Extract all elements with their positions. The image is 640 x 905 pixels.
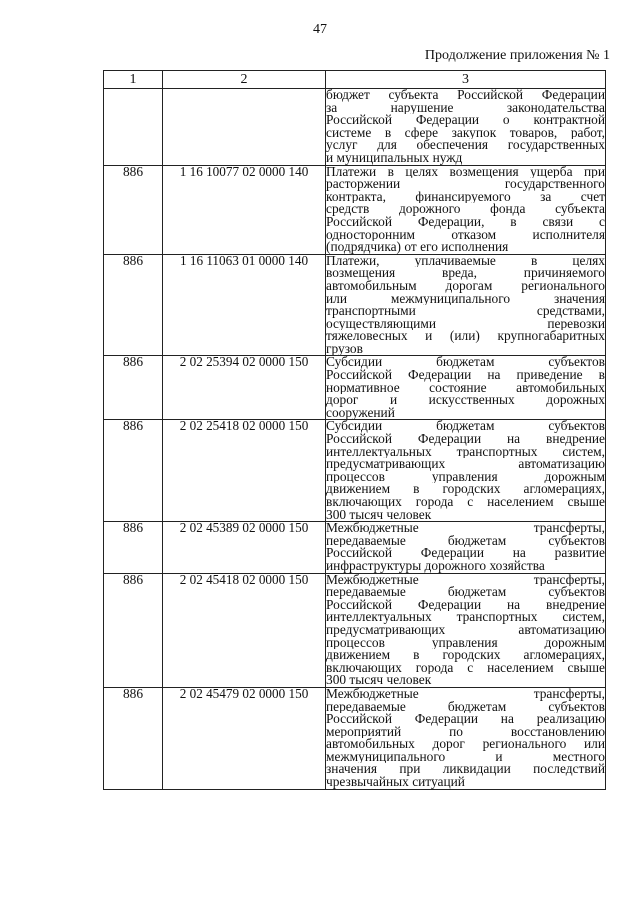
income-name-cell	[326, 356, 606, 420]
income-name-line: контракта, финансируемого за счет	[326, 190, 605, 204]
table-row	[104, 573, 606, 687]
income-name-line: включающих города с населением свыше	[326, 661, 605, 675]
income-name-line: движением в городских агломерациях,	[326, 649, 605, 662]
income-code-cell: 2 02 45389 02 0000 150	[163, 522, 326, 573]
income-code-cell: 2 02 45418 02 0000 150	[163, 573, 326, 687]
income-name-cell	[326, 687, 606, 789]
income-code-cell	[163, 89, 326, 166]
table-row	[104, 420, 606, 522]
income-name-line: процессов управления дорожным	[326, 470, 605, 484]
table-row	[104, 254, 606, 356]
income-name-line: движением в городских агломерациях,	[326, 483, 605, 496]
income-name-line: Российской Федерации на приведение в	[326, 369, 605, 382]
admin-code-cell: 886	[104, 356, 163, 420]
table-row	[104, 165, 606, 254]
income-name-line: Межбюджетные трансферты,	[326, 573, 605, 587]
income-name-line: нормативное состояние автомобильных	[326, 381, 605, 395]
admin-code-cell: 886	[104, 165, 163, 254]
income-name-line: 300 тысяч человек	[326, 674, 432, 687]
income-name-line: Российской Федерации на реализацию	[326, 713, 605, 726]
income-name-line: интеллектуальных транспортных систем,	[326, 445, 605, 459]
income-name-line: предусматривающих автоматизацию	[326, 623, 605, 637]
income-name-line: Субсидии бюджетам субъектов	[326, 420, 605, 434]
income-name-line: автомобильным дорогам регионального	[326, 279, 605, 293]
income-name-line: односторонним отказом исполнителя	[326, 228, 605, 242]
table-row	[104, 687, 606, 789]
admin-code-cell: 886	[104, 687, 163, 789]
income-name-line: Межбюджетные трансферты,	[326, 522, 605, 535]
income-name-line: системе в сфере закупок товаров, работ,	[326, 126, 605, 140]
income-name-line: чрезвычайных ситуаций	[326, 776, 465, 789]
income-name-line: Российской Федерации, в связи с	[326, 215, 605, 229]
income-name-line: сооружений	[326, 406, 395, 420]
income-code-cell: 2 02 45479 02 0000 150	[163, 687, 326, 789]
income-name-line: интеллектуальных транспортных систем,	[326, 611, 605, 624]
income-name-cell	[326, 89, 606, 166]
income-name-line: инфраструктуры дорожного хозяйства	[326, 559, 545, 573]
page-number: 47	[313, 22, 327, 37]
admin-code-cell: 886	[104, 420, 163, 522]
admin-code-cell	[104, 89, 163, 166]
income-name-line: Межбюджетные трансферты,	[326, 687, 605, 701]
income-name-line: Российской Федерации на развитие	[326, 547, 605, 560]
table-row	[104, 356, 606, 420]
income-name-line: межмуниципального и местного	[326, 750, 605, 764]
income-name-line: передаваемые бюджетам субъектов	[326, 586, 605, 599]
income-name-line: включающих города с населением свыше	[326, 496, 605, 509]
income-name-cell	[326, 573, 606, 687]
income-name-line: возмещения вреда, причиняемого	[326, 267, 605, 280]
income-name-line: услуг для обеспечения государственных	[326, 139, 605, 152]
income-code-cell: 2 02 25394 02 0000 150	[163, 356, 326, 420]
income-name-line: 300 тысяч человек	[326, 508, 432, 522]
income-code-cell: 1 16 11063 01 0000 140	[163, 254, 326, 356]
table-row	[104, 89, 606, 166]
income-name-line: процессов управления дорожным	[326, 636, 605, 650]
income-name-line: передаваемые бюджетам субъектов	[326, 534, 605, 548]
table-header-row	[104, 71, 606, 89]
income-code-cell: 1 16 10077 02 0000 140	[163, 165, 326, 254]
income-name-line: и муниципальных нужд	[326, 151, 463, 165]
header-col-2: 2	[163, 71, 326, 89]
header-col-1: 1	[104, 71, 163, 89]
appendix-continuation-label: Продолжение приложения № 1	[424, 48, 610, 63]
income-name-line: осуществляющими перевозки	[326, 317, 605, 331]
income-name-line: дорог и искусственных дорожных	[326, 394, 605, 407]
income-name-line: передаваемые бюджетам субъектов	[326, 700, 605, 714]
income-name-cell	[326, 254, 606, 356]
income-name-line: Платежи, уплачиваемые в целях	[326, 254, 605, 268]
income-name-line: средств дорожного фонда субъекта	[326, 203, 605, 216]
income-name-line: предусматривающих автоматизацию	[326, 458, 605, 471]
table-body	[104, 89, 606, 790]
income-name-cell	[326, 165, 606, 254]
income-name-line: Российской Федерации на внедрение	[326, 598, 605, 612]
income-code-cell: 2 02 25418 02 0000 150	[163, 420, 326, 522]
income-name-line: Субсидии бюджетам субъектов	[326, 356, 605, 370]
income-name-line: за нарушение законодательства	[326, 101, 605, 115]
income-name-line: Российской Федерации на внедрение	[326, 433, 605, 446]
income-name-line: значения при ликвидации последствий	[326, 763, 605, 777]
admin-code-cell: 886	[104, 573, 163, 687]
income-name-line: транспортными средствами,	[326, 305, 605, 318]
header-col-3: 3	[326, 71, 606, 89]
income-name-line: мероприятий по восстановлению	[326, 725, 605, 739]
table-row	[104, 522, 606, 573]
income-name-line: автомобильных дорог регионального или	[326, 738, 605, 751]
admin-code-cell: 886	[104, 254, 163, 356]
income-name-cell	[326, 522, 606, 573]
income-name-line: расторжении государственного	[326, 178, 605, 191]
income-name-cell	[326, 420, 606, 522]
income-name-line: Платежи в целях возмещения ущерба при	[326, 165, 605, 179]
admin-code-cell: 886	[104, 522, 163, 573]
income-name-line: бюджет субъекта Российской Федерации	[326, 89, 605, 102]
income-name-line: (подрядчика) от его исполнения	[326, 241, 509, 254]
income-name-line: или межмуниципального значения	[326, 292, 605, 306]
income-name-line: грузов	[326, 342, 363, 356]
income-name-line: Российской Федерации о контрактной	[326, 114, 605, 127]
income-name-line: тяжеловесных и (или) крупногабаритных	[326, 330, 605, 343]
income-codes-table	[103, 70, 606, 790]
